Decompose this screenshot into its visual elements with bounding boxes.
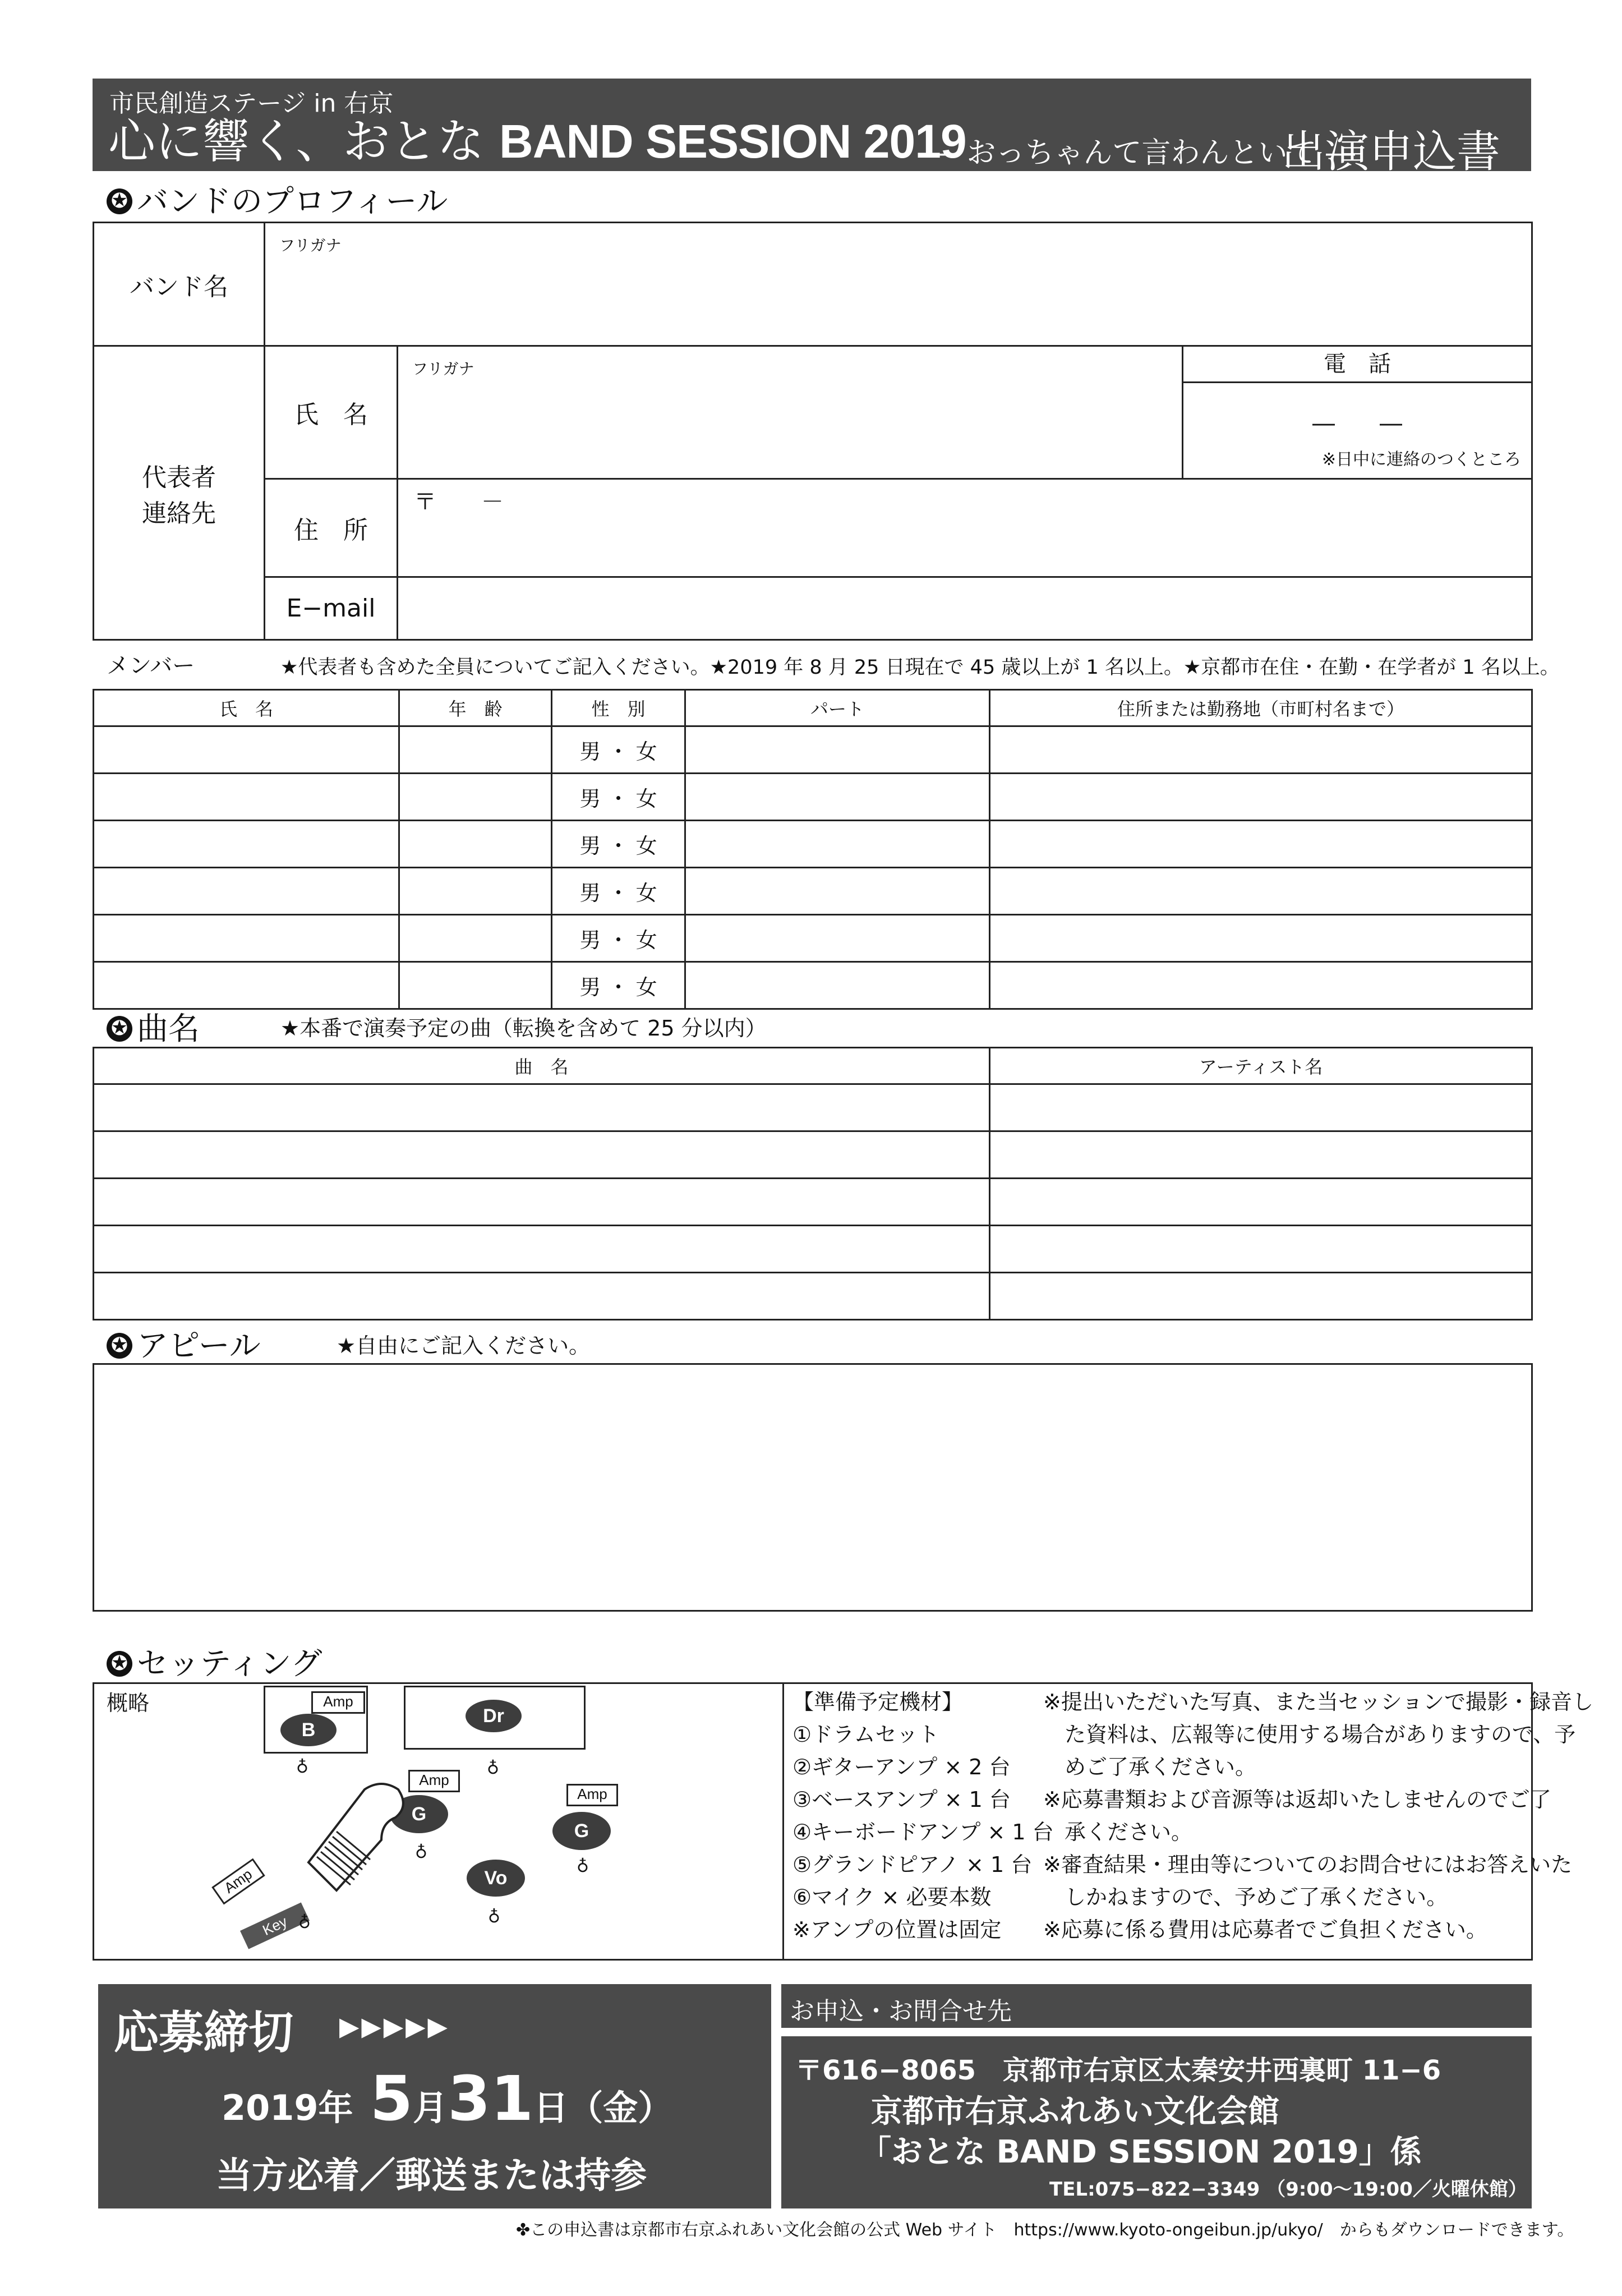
song-title-field[interactable] <box>94 1273 990 1320</box>
member-gender-field[interactable]: 男 ・ 女 <box>552 774 685 821</box>
member-age-field[interactable] <box>399 962 552 1009</box>
band-profile-table <box>93 222 1533 641</box>
artist-field[interactable] <box>990 1273 1532 1320</box>
stage-diagram <box>220 1686 752 1949</box>
deadline-arrows: ▶▶▶▶▶ <box>339 2011 450 2041</box>
star-icon: ✪ <box>107 1651 132 1677</box>
member-gender-field[interactable]: 男 ・ 女 <box>552 915 685 962</box>
contact-header <box>781 1984 1532 2028</box>
member-address-field[interactable] <box>990 774 1532 821</box>
email-field[interactable] <box>398 577 1532 640</box>
equipment-item: ※アンプの位置は固定 <box>792 1917 1002 1942</box>
member-part-field[interactable] <box>685 726 990 774</box>
song-row <box>94 1131 1532 1179</box>
contact-dept: 「おとな BAND SESSION 2019」係 <box>860 2134 1422 2170</box>
member-age-field[interactable] <box>399 821 552 868</box>
member-row <box>94 915 1532 962</box>
keyboard-amp: Amp <box>211 1858 265 1905</box>
member-name-field[interactable] <box>94 726 399 774</box>
header-title-prefix: 心に響く、おとな <box>108 114 500 169</box>
bass-amp: Amp <box>311 1691 365 1714</box>
rep-name-field[interactable] <box>398 346 1183 479</box>
col-gender: 性 別 <box>552 690 685 726</box>
overview-label: 概略 <box>107 1691 150 1715</box>
member-address-field[interactable] <box>990 962 1532 1009</box>
member-name-field[interactable] <box>94 774 399 821</box>
setting-divider <box>782 1682 784 1961</box>
download-note: ✤この申込書は京都市右京ふれあい文化会館の公式 Web サイト https://www.kyoto-ongeibun.jp/ukyo/ からもダウンロードできます。 <box>516 2220 1574 2240</box>
guitar-amp-left: Amp <box>408 1770 460 1792</box>
deadline-year: 2019年 <box>222 2087 353 2128</box>
deadline-month: 5 <box>370 2063 413 2134</box>
member-age-field[interactable] <box>399 915 552 962</box>
member-part-field[interactable] <box>685 915 990 962</box>
header-title-band: BAND SESSION 2019 <box>499 115 966 168</box>
equipment-item: ①ドラムセット <box>792 1722 939 1747</box>
member-age-field[interactable] <box>399 868 552 915</box>
member-part-field[interactable] <box>685 774 990 821</box>
members-note: ★代表者も含めた全員についてご記入ください。★2019 年 8 月 25 日現在で 45 歳以上が 1 名以上。★京都市在住・在勤・在学者が 1 名以上。 <box>280 656 1560 679</box>
phone-dashes: ― ― <box>1312 411 1402 436</box>
member-name-field[interactable] <box>94 868 399 915</box>
equipment-item: ②ギターアンプ × 2 台 <box>792 1755 1011 1779</box>
section-songs-label: 曲名 <box>137 1011 200 1047</box>
member-row <box>94 962 1532 1009</box>
header-subtitle: 市民創造ステージ in 右京 <box>109 89 394 118</box>
contact-panel <box>781 2036 1532 2208</box>
member-age-field[interactable] <box>399 774 552 821</box>
disclaimer-notes <box>1043 1686 1593 1946</box>
deadline-label: 応募締切 <box>114 2007 293 2059</box>
song-row <box>94 1084 1532 1131</box>
rep-furigana-label: フリガナ <box>412 360 474 378</box>
drum-position: Dr <box>466 1700 522 1732</box>
song-title-field[interactable] <box>94 1084 990 1131</box>
equipment-item: ⑥マイク × 必要本数 <box>792 1885 992 1910</box>
band-name-label: バンド名 <box>94 223 265 346</box>
member-gender-field[interactable]: 男 ・ 女 <box>552 821 685 868</box>
disclaimer-line: 承ください。 <box>1043 1820 1193 1844</box>
songs-note: ★本番で演奏予定の曲（転換を含めて 25 分以内） <box>280 1016 767 1041</box>
email-label: E−mail <box>265 577 398 640</box>
grand-piano-icon <box>297 1778 409 1896</box>
song-row <box>94 1273 1532 1320</box>
members-table <box>93 689 1533 1010</box>
star-icon: ✪ <box>107 1016 132 1042</box>
deadline-month-unit: 月 <box>413 2087 448 2128</box>
address-label: 住 所 <box>265 479 398 577</box>
artist-field[interactable] <box>990 1131 1532 1179</box>
guitar-amp-right: Amp <box>566 1784 618 1806</box>
member-part-field[interactable] <box>685 868 990 915</box>
member-address-field[interactable] <box>990 915 1532 962</box>
contact-header-label: お申込・お問合せ先 <box>790 1997 1012 2026</box>
disclaimer-line: ※提出いただいた写真、また当セッションで撮影・録音し <box>1043 1690 1594 1714</box>
col-age: 年 齢 <box>399 690 552 726</box>
equipment-item: 【準備予定機材】 <box>792 1690 964 1714</box>
disclaimer-line: た資料は、広報等に使用する場合がありますので、予 <box>1043 1722 1576 1747</box>
section-appeal-title <box>107 1321 261 1366</box>
postal-mark: 〒 － <box>414 489 504 515</box>
contact-venue: 京都市右京ふれあい文化会館 <box>871 2093 1279 2130</box>
col-song-title: 曲 名 <box>94 1048 990 1084</box>
artist-field[interactable] <box>990 1226 1532 1273</box>
song-row <box>94 1179 1532 1226</box>
header-banner <box>93 79 1531 177</box>
phone-label: 電 話 <box>1183 347 1531 383</box>
phone-cell[interactable] <box>1183 346 1532 479</box>
appeal-note: ★自由にご記入ください。 <box>337 1333 591 1358</box>
deadline-day-unit: 日（金） <box>533 2087 673 2128</box>
keyboard-position: Key <box>240 1902 310 1949</box>
deadline-date <box>222 2063 672 2134</box>
name-label: 氏 名 <box>265 346 398 479</box>
section-profile-label: バンドのプロフィール <box>137 183 448 220</box>
member-address-field[interactable] <box>990 726 1532 774</box>
col-address: 住所または勤務地（市町村名まで） <box>990 690 1532 726</box>
deadline-method: 当方必着／郵送または持参 <box>216 2155 647 2197</box>
deadline-day: 31 <box>448 2063 534 2134</box>
rep-label-2: 連絡先 <box>142 499 216 528</box>
songs-table <box>93 1047 1533 1320</box>
star-icon: ✪ <box>107 1333 132 1359</box>
col-part: パート <box>685 690 990 726</box>
member-address-field[interactable] <box>990 821 1532 868</box>
artist-field[interactable] <box>990 1179 1532 1226</box>
member-gender-field[interactable]: 男 ・ 女 <box>552 868 685 915</box>
member-name-field[interactable] <box>94 915 399 962</box>
address-field[interactable] <box>398 479 1532 577</box>
equipment-list <box>792 1686 1054 1946</box>
section-setting-label: セッティング <box>137 1646 322 1682</box>
member-address-field[interactable] <box>990 868 1532 915</box>
member-part-field[interactable] <box>685 821 990 868</box>
mic-icon: ♁ <box>487 1759 499 1778</box>
section-setting-title <box>107 1639 322 1684</box>
member-gender-field[interactable]: 男 ・ 女 <box>552 962 685 1009</box>
member-gender-field[interactable]: 男 ・ 女 <box>552 726 685 774</box>
equipment-item: ③ベースアンプ × 1 台 <box>792 1787 1011 1812</box>
section-songs-title <box>107 1004 200 1049</box>
mic-icon: ♁ <box>415 1843 427 1862</box>
mic-icon: ♁ <box>298 1913 311 1932</box>
vocal-position: Vo <box>467 1860 525 1897</box>
section-profile-title <box>107 177 448 222</box>
song-title-field[interactable] <box>94 1131 990 1179</box>
bass-position: B <box>280 1714 337 1746</box>
section-appeal-label: アピール <box>137 1328 261 1364</box>
form-name: 出演申込書 <box>1282 127 1501 177</box>
guitar-right-position: G <box>552 1812 611 1850</box>
song-row <box>94 1226 1532 1273</box>
appeal-field[interactable] <box>93 1363 1533 1612</box>
header-tagline: ― おっちゃんて言わんといて ― <box>928 136 1356 170</box>
disclaimer-line: ※審査結果・理由等についてのお問合せにはお答えいた <box>1043 1852 1573 1877</box>
equipment-item: ④キーボードアンプ × 1 台 <box>792 1820 1054 1844</box>
band-name-field[interactable] <box>265 223 1532 346</box>
contact-tel: TEL:075−822−3349 （9:00～19:00／火曜休館） <box>1049 2178 1527 2201</box>
equipment-item: ⑤グランドピアノ × 1 台 <box>792 1852 1033 1877</box>
artist-field[interactable] <box>990 1084 1532 1131</box>
rep-label-1: 代表者 <box>142 463 216 492</box>
disclaimer-line: ※応募書類および音源等は返却いたしませんのでご了 <box>1043 1787 1551 1812</box>
disclaimer-line: しかねますので、予めご了承ください。 <box>1043 1885 1448 1910</box>
phone-note: ※日中に連絡のつくところ <box>1321 450 1521 470</box>
member-row <box>94 774 1532 821</box>
contact-address: 〒616−8065 京都市右京区太秦安井西裏町 11−6 <box>795 2055 1441 2086</box>
member-part-field[interactable] <box>685 962 990 1009</box>
deadline-panel <box>98 1984 771 2208</box>
member-row <box>94 868 1532 915</box>
member-row <box>94 821 1532 868</box>
star-icon: ✪ <box>107 188 132 214</box>
representative-label <box>94 346 265 640</box>
song-title-field[interactable] <box>94 1226 990 1273</box>
disclaimer-line: ※応募に係る費用は応募者でご負担ください。 <box>1043 1917 1487 1942</box>
guitar-left-position: G <box>390 1795 448 1833</box>
disclaimer-line: めご了承ください。 <box>1043 1755 1257 1779</box>
member-age-field[interactable] <box>399 726 552 774</box>
band-furigana-label: フリガナ <box>279 236 342 255</box>
mic-icon: ♁ <box>488 1907 500 1927</box>
song-title-field[interactable] <box>94 1179 990 1226</box>
mic-icon: ♁ <box>577 1857 589 1876</box>
mic-icon: ♁ <box>296 1757 308 1777</box>
member-name-field[interactable] <box>94 962 399 1009</box>
header-title <box>108 113 966 169</box>
member-row <box>94 726 1532 774</box>
member-name-field[interactable] <box>94 821 399 868</box>
col-artist: アーティスト名 <box>990 1048 1532 1084</box>
members-label: メンバー <box>107 653 195 679</box>
col-name: 氏 名 <box>94 690 399 726</box>
